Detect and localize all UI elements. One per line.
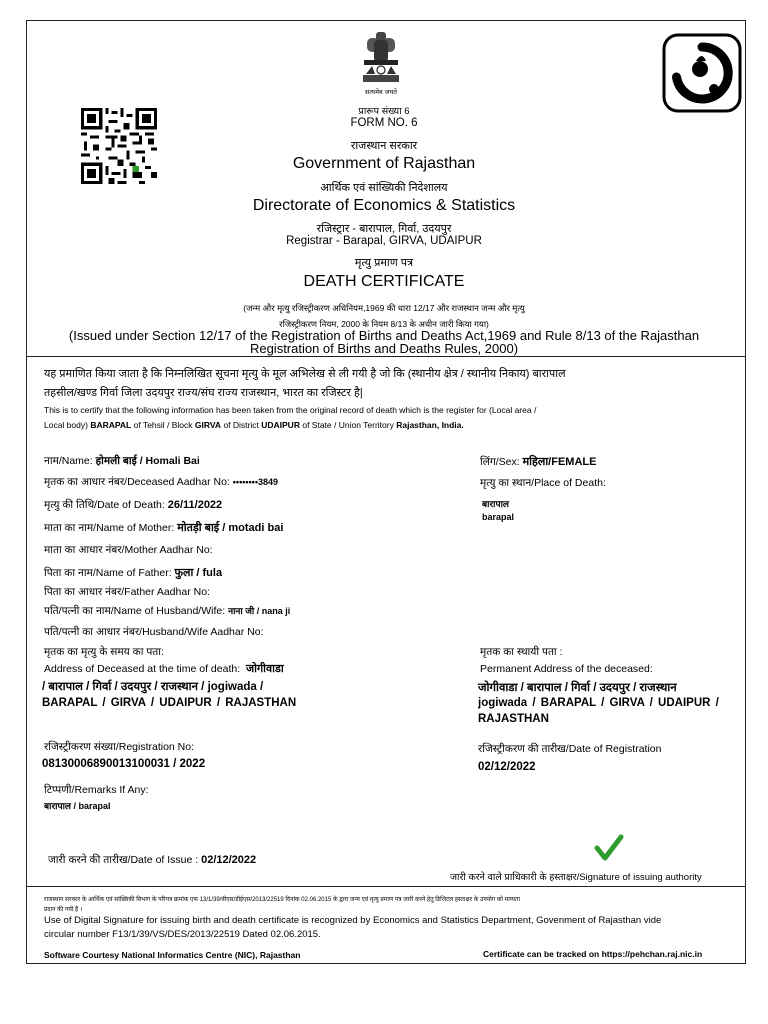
- header-divider: [26, 356, 746, 357]
- form-no-hindi: प्रारूप संख्या 6: [358, 106, 410, 117]
- sex-field: लिंग/Sex: महिला/FEMALE: [480, 456, 597, 468]
- address-at-death-value-1: / बारापाल / गिर्वा / उदयपुर / राजस्थान / jogiwada /: [42, 681, 264, 693]
- digital-signature-note-2: circular number F13/1/39/VS/DES/2013/22519 Dated 02.06.2015.: [44, 929, 321, 940]
- remarks-label: टिप्पणी/Remarks If Any:: [44, 784, 149, 796]
- certify-english-line-1: This is to certify that the following information has been taken from the original record of death which is the register for (Local area /: [44, 405, 537, 415]
- digital-signature-note-1: Use of Digital Signature for issuing birth and death certificate is recognized by Economics and Statistics Department, Govenment of Rajasthan vide: [44, 915, 662, 926]
- issued-under-hindi-1: (जन्म और मृत्यु रजिस्ट्रीकरण अधिनियम,1969 की धारा 12/17 और राजस्थान जन्म और मृत्यु: [243, 303, 525, 313]
- husband-aadhar-field: पति/पत्नी का आधार नंबर/Husband/Wife Aadhar No:: [44, 626, 264, 638]
- husband-name-field: पति/पत्नी का नाम/Name of Husband/Wife: नाना जी / nana ji: [44, 605, 291, 617]
- address-at-death-label: Address of Deceased at the time of death: जोगीवाडा: [44, 663, 284, 675]
- certificate-hindi: मृत्यु प्रमाण पत्र: [354, 257, 414, 269]
- digital-signature-note-hindi: राजस्थान सरकार के आर्थिक एवं सांख्यिकी विभाग के परिपत्र क्रमांक एफ 13/1/39/वीएस/डीईएस/2013/22519 दिनांक 02.06.2015 के द्वारा जन्म एवं मृत्यु प्रमाण पत्र जारी करने हेतु डिजिटल हस्ताक्षर के उपयोग को मान्यता: [44, 897, 520, 903]
- father-aadhar-field: पिता का आधार नंबर/Father Aadhar No:: [44, 586, 210, 598]
- registration-date-label: रजिस्ट्रीकरण की तारीख/Date of Registration: [478, 743, 662, 755]
- place-of-death-label: मृत्यु का स्थान/Place of Death:: [480, 477, 606, 489]
- directorate-title: Directorate of Economics & Statistics: [252, 197, 516, 214]
- aadhar-field: मृतक का आधार नंबर/Deceased Aadhar No: ••••••••3849: [44, 476, 278, 488]
- registration-no-value: 08130006890013100031 / 2022: [42, 758, 206, 770]
- national-emblem-icon: [358, 30, 404, 100]
- mother-aadhar-field: माता का आधार नंबर/Mother Aadhar No:: [44, 544, 213, 556]
- issued-under-english-1: (Issued under Section 12/17 of the Registration of Births and Deaths Act,1969 and Rule 8/13 of the Rajasthan: [68, 328, 700, 343]
- signature-label: जारी करने वाले प्राधिकारी के हस्ताक्षर/Signature of issuing authority: [450, 872, 702, 883]
- address-at-death-value-2: BARAPAL / GIRVA / UDAIPUR / RAJASTHAN: [42, 697, 297, 709]
- mother-name-field: माता का नाम/Name of Mother: मोतड़ी बाई / motadi bai: [44, 522, 284, 534]
- issued-under-english-2: Registration of Births and Deaths Rules, 2000): [249, 341, 519, 356]
- footer-divider: [26, 886, 746, 887]
- father-name-field: पिता का नाम/Name of Father: फुला / fula: [44, 567, 223, 579]
- issued-under-hindi-2: रजिस्ट्रीकरण नियम, 2000 के नियम 8/13 के अधीन जारी किया गया): [279, 319, 489, 329]
- directorate-hindi: आर्थिक एवं सांख्यिकी निदेशालय: [320, 182, 448, 194]
- registrar-hindi: रजिस्ट्रार - बारापाल, गिर्वा, उदयपुर: [316, 223, 452, 235]
- certify-english-line-2: Local body) BARAPAL of Tehsil / Block GIRVA of District UDAIPUR of State / Union Territory Rajasthan, India.: [44, 420, 464, 430]
- address-at-death-hindi-label: मृतक का मृत्यु के समय का पता:: [44, 646, 164, 658]
- permanent-address-value-3: RAJASTHAN: [478, 713, 549, 725]
- certificate-title: DEATH CERTIFICATE: [303, 273, 465, 290]
- registration-date-value: 02/12/2022: [478, 761, 536, 773]
- registrar-title: Registrar - Barapal, GIRVA, UDAIPUR: [286, 235, 482, 247]
- digital-signature-check-icon: [594, 834, 624, 862]
- govt-hindi: राजस्थान सरकार: [350, 140, 418, 152]
- date-of-issue-field: जारी करने की तारीख/Date of Issue : 02/12/2022: [48, 854, 257, 866]
- registration-no-label: रजिस्ट्रीकरण संख्या/Registration No:: [44, 741, 195, 753]
- place-of-death-value: barapal: [482, 512, 515, 522]
- date-of-death-field: मृत्यु की तिथि/Date of Death: 26/11/2022: [44, 499, 223, 511]
- permanent-address-hindi-label: मृतक का स्थायी पता :: [480, 646, 563, 658]
- permanent-address-value-1: जोगीवाडा / बारापाल / गिर्वा / उदयपुर / राजस्थान: [478, 682, 677, 694]
- certify-hindi-line-2: तहसील/खण्ड गिर्वा जिला उदयपुर राज्य/संघ राज्य राजस्थान, भारत का रजिस्टर है|: [44, 387, 363, 399]
- name-field: नाम/Name: होमली बाई / Homali Bai: [44, 455, 200, 467]
- emblem-caption: सत्यमेव जयते: [365, 88, 397, 96]
- rajasthan-department-logo-icon: [662, 33, 742, 113]
- certify-hindi-line-1: यह प्रमाणित किया जाता है कि निम्नलिखित सूचना मृत्यु के मूल अभिलेख से ली गयी है जो कि (स्थानीय क्षेत्र / स्थानीय निकाय) बारापाल: [44, 368, 566, 380]
- tracking-link[interactable]: Certificate can be tracked on https://pehchan.raj.nic.in: [483, 949, 703, 959]
- permanent-address-label: Permanent Address of the deceased:: [480, 663, 653, 675]
- remarks-value: बारापाल / barapal: [44, 801, 111, 811]
- digital-signature-note-hindi-2: प्रदान की गयी है ।: [44, 907, 83, 913]
- software-courtesy: Software Courtesy National Informatics Centre (NIC), Rajasthan: [44, 950, 301, 960]
- govt-title: Government of Rajasthan: [292, 155, 476, 172]
- form-no: FORM NO. 6: [350, 117, 418, 129]
- place-of-death-value-hindi: बारापाल: [482, 499, 510, 509]
- permanent-address-value-2: jogiwada / BARAPAL / GIRVA / UDAIPUR /: [478, 697, 719, 709]
